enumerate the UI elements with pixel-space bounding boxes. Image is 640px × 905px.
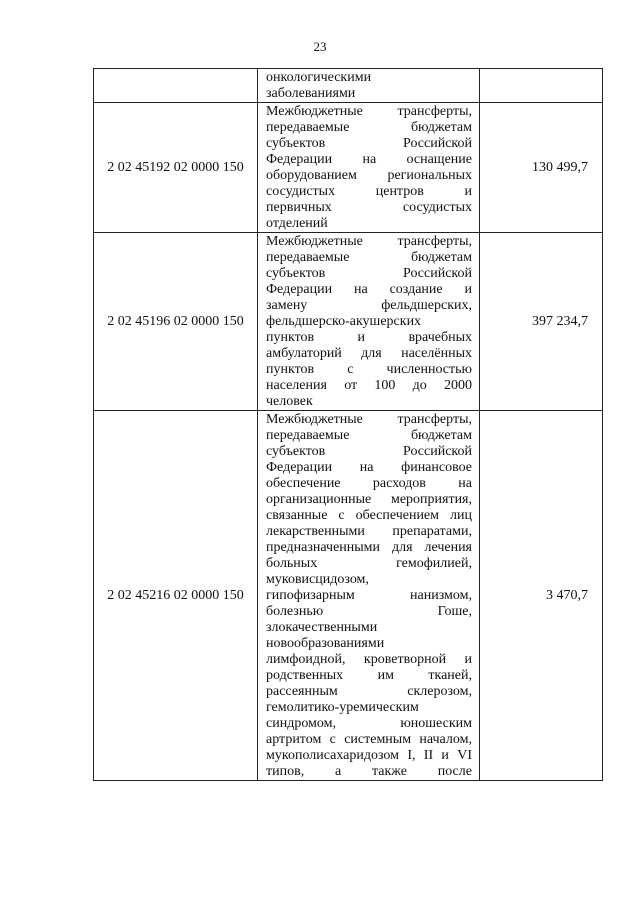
description-word: амбулаторий — [266, 346, 342, 361]
amount-cell: 3 470,7 — [480, 411, 603, 781]
description-word: онкологическими — [266, 70, 372, 85]
description-line — [266, 588, 472, 604]
table-row — [94, 233, 603, 411]
description-word: с — [347, 362, 354, 377]
description-word: передаваемые — [266, 120, 350, 135]
description-word: численностью — [386, 362, 472, 377]
description-word: также — [371, 764, 407, 779]
description-word: передаваемые — [266, 250, 350, 265]
description-word: гемолитико-уремическим — [266, 700, 419, 715]
description-word: центров — [375, 184, 424, 199]
description-word: на — [458, 476, 472, 491]
description-word: началом, — [419, 732, 472, 747]
description-word: после — [437, 764, 472, 779]
description-word: с — [338, 508, 345, 523]
description-line — [266, 572, 472, 588]
description-line — [266, 604, 472, 620]
description-word: 100 — [374, 378, 396, 393]
description-line — [266, 70, 472, 86]
description-word: трансферты, — [397, 234, 472, 249]
description-word: тканей, — [428, 668, 472, 683]
description-line — [266, 200, 472, 216]
description-word: отделений — [266, 216, 328, 231]
description-word: финансовое — [401, 460, 472, 475]
description-word: типов, — [266, 764, 305, 779]
description-line — [266, 216, 472, 232]
description-word: кроветворной — [363, 652, 447, 667]
description-line — [266, 524, 472, 540]
budget-table — [93, 68, 603, 781]
description-word: мукополисахаридозом — [266, 748, 400, 763]
description-word: склерозом, — [407, 684, 472, 699]
description-line — [266, 460, 472, 476]
description-line — [266, 652, 472, 668]
description-word: синдромом, — [266, 716, 337, 731]
description-word: обеспечением — [355, 508, 440, 523]
budget-code-cell: 2 02 45192 02 0000 150 — [94, 103, 258, 233]
description-word: бюджетам — [410, 250, 472, 265]
description-word: на — [362, 152, 377, 167]
description-line — [266, 378, 472, 394]
description-word: субъектов — [266, 266, 326, 281]
description-word: и — [464, 652, 472, 667]
description-word: 2000 — [444, 378, 472, 393]
description-word: Межбюджетные — [266, 234, 363, 249]
description-word: до — [412, 378, 427, 393]
description-cell — [258, 233, 480, 411]
description-word: предназначенными — [266, 540, 381, 555]
description-word: Российской — [403, 444, 472, 459]
budget-code-cell: 2 02 45216 02 0000 150 — [94, 411, 258, 781]
description-line — [266, 732, 472, 748]
description-line — [266, 684, 472, 700]
description-line — [266, 508, 472, 524]
description-line — [266, 362, 472, 378]
description-word: с — [329, 732, 336, 747]
description-word: заболеваниями — [266, 86, 356, 101]
description-word: лиц — [450, 508, 472, 523]
description-word: первичных — [266, 200, 332, 215]
description-line — [266, 120, 472, 136]
description-line — [266, 152, 472, 168]
budget-code-cell: 2 02 45196 02 0000 150 — [94, 233, 258, 411]
description-word: сосудистых — [266, 184, 336, 199]
description-word: фельдшерских, — [381, 298, 472, 313]
description-word: трансферты, — [397, 412, 472, 427]
description-word: замену — [266, 298, 308, 313]
description-line — [266, 620, 472, 636]
table-row — [94, 69, 603, 103]
description-line — [266, 314, 472, 330]
description-line — [266, 492, 472, 508]
description-word: создание — [389, 282, 443, 297]
description-word: юношеским — [400, 716, 472, 731]
description-line — [266, 540, 472, 556]
description-line — [266, 476, 472, 492]
table-body — [94, 69, 603, 781]
description-word: болезнью — [266, 604, 324, 619]
description-word: мероприятия, — [390, 492, 472, 507]
description-line — [266, 330, 472, 346]
description-line — [266, 716, 472, 732]
description-word: лечения — [424, 540, 472, 555]
description-line — [266, 234, 472, 250]
description-word: злокачественными — [266, 620, 378, 635]
description-line — [266, 636, 472, 652]
description-word: II — [423, 748, 434, 763]
description-word: Российской — [403, 266, 472, 281]
budget-code-cell — [94, 69, 258, 103]
description-word: передаваемые — [266, 428, 350, 443]
description-word: субъектов — [266, 444, 326, 459]
description-word: Федерации — [266, 282, 333, 297]
description-word: больных — [266, 556, 318, 571]
description-word: системным — [344, 732, 412, 747]
amount-cell: 130 499,7 — [480, 103, 603, 233]
page-number: 23 — [313, 39, 327, 54]
description-word: региональных — [387, 168, 472, 183]
description-line — [266, 748, 472, 764]
description-word: нанизмом, — [410, 588, 472, 603]
description-cell — [258, 103, 480, 233]
description-word: и — [464, 184, 472, 199]
description-line — [266, 184, 472, 200]
description-line — [266, 700, 472, 716]
description-word: и — [441, 748, 449, 763]
description-line — [266, 104, 472, 120]
description-word: субъектов — [266, 136, 326, 151]
description-word: Российской — [403, 136, 472, 151]
description-line — [266, 394, 472, 410]
description-word: VI — [457, 748, 472, 763]
description-line — [266, 412, 472, 428]
description-line — [266, 86, 472, 102]
amount-cell: 397 234,7 — [480, 233, 603, 411]
description-word: рассеянным — [266, 684, 338, 699]
table-row — [94, 411, 603, 781]
description-line — [266, 556, 472, 572]
description-word: Межбюджетные — [266, 412, 363, 427]
description-word: врачебных — [408, 330, 472, 345]
description-line — [266, 168, 472, 184]
description-line — [266, 298, 472, 314]
description-word: и — [464, 282, 472, 297]
description-line — [266, 282, 472, 298]
description-word: населения — [266, 378, 327, 393]
description-word: оборудованием — [266, 168, 357, 183]
description-word: гипофизарным — [266, 588, 355, 603]
description-word: препаратами, — [392, 524, 472, 539]
description-cell — [258, 411, 480, 781]
description-word: муковисцидозом, — [266, 572, 369, 587]
description-word: обеспечение — [266, 476, 341, 491]
description-word: Межбюджетные — [266, 104, 363, 119]
description-word: бюджетам — [410, 120, 472, 135]
description-word: Гоше, — [437, 604, 472, 619]
description-word: лимфоидной, — [266, 652, 346, 667]
description-word: связанные — [266, 508, 328, 523]
description-word: для — [391, 540, 413, 555]
description-word: на — [354, 282, 368, 297]
description-word: I, — [407, 748, 416, 763]
description-word: человек — [266, 394, 313, 409]
description-word: от — [344, 378, 358, 393]
description-line — [266, 764, 472, 780]
description-line — [266, 136, 472, 152]
description-word: оснащение — [406, 152, 472, 167]
description-word: и — [357, 330, 366, 345]
description-word: Федерации — [266, 152, 333, 167]
description-word: организационные — [266, 492, 372, 507]
description-word: пунктов — [266, 330, 315, 345]
description-word: им — [377, 668, 394, 683]
description-word: пунктов — [266, 362, 315, 377]
description-word: сосудистых — [402, 200, 472, 215]
description-line — [266, 668, 472, 684]
description-word: артритом — [266, 732, 322, 747]
description-word: фельдшерско-акушерских — [266, 314, 422, 329]
description-word: Федерации — [266, 460, 333, 475]
description-line — [266, 346, 472, 362]
description-word: лекарственными — [266, 524, 365, 539]
description-word: а — [334, 764, 342, 779]
description-line — [266, 266, 472, 282]
description-word: населённых — [401, 346, 472, 361]
description-line — [266, 250, 472, 266]
description-word: для — [361, 346, 382, 361]
description-line — [266, 444, 472, 460]
description-line — [266, 428, 472, 444]
table-row — [94, 103, 603, 233]
description-word: расходов — [372, 476, 426, 491]
description-word: бюджетам — [410, 428, 472, 443]
description-word: гемофилией, — [396, 556, 472, 571]
description-cell — [258, 69, 480, 103]
description-word: новообразованиями — [266, 636, 385, 651]
amount-cell — [480, 69, 603, 103]
description-word: трансферты, — [397, 104, 472, 119]
description-word: родственных — [266, 668, 344, 683]
description-word: на — [359, 460, 374, 475]
